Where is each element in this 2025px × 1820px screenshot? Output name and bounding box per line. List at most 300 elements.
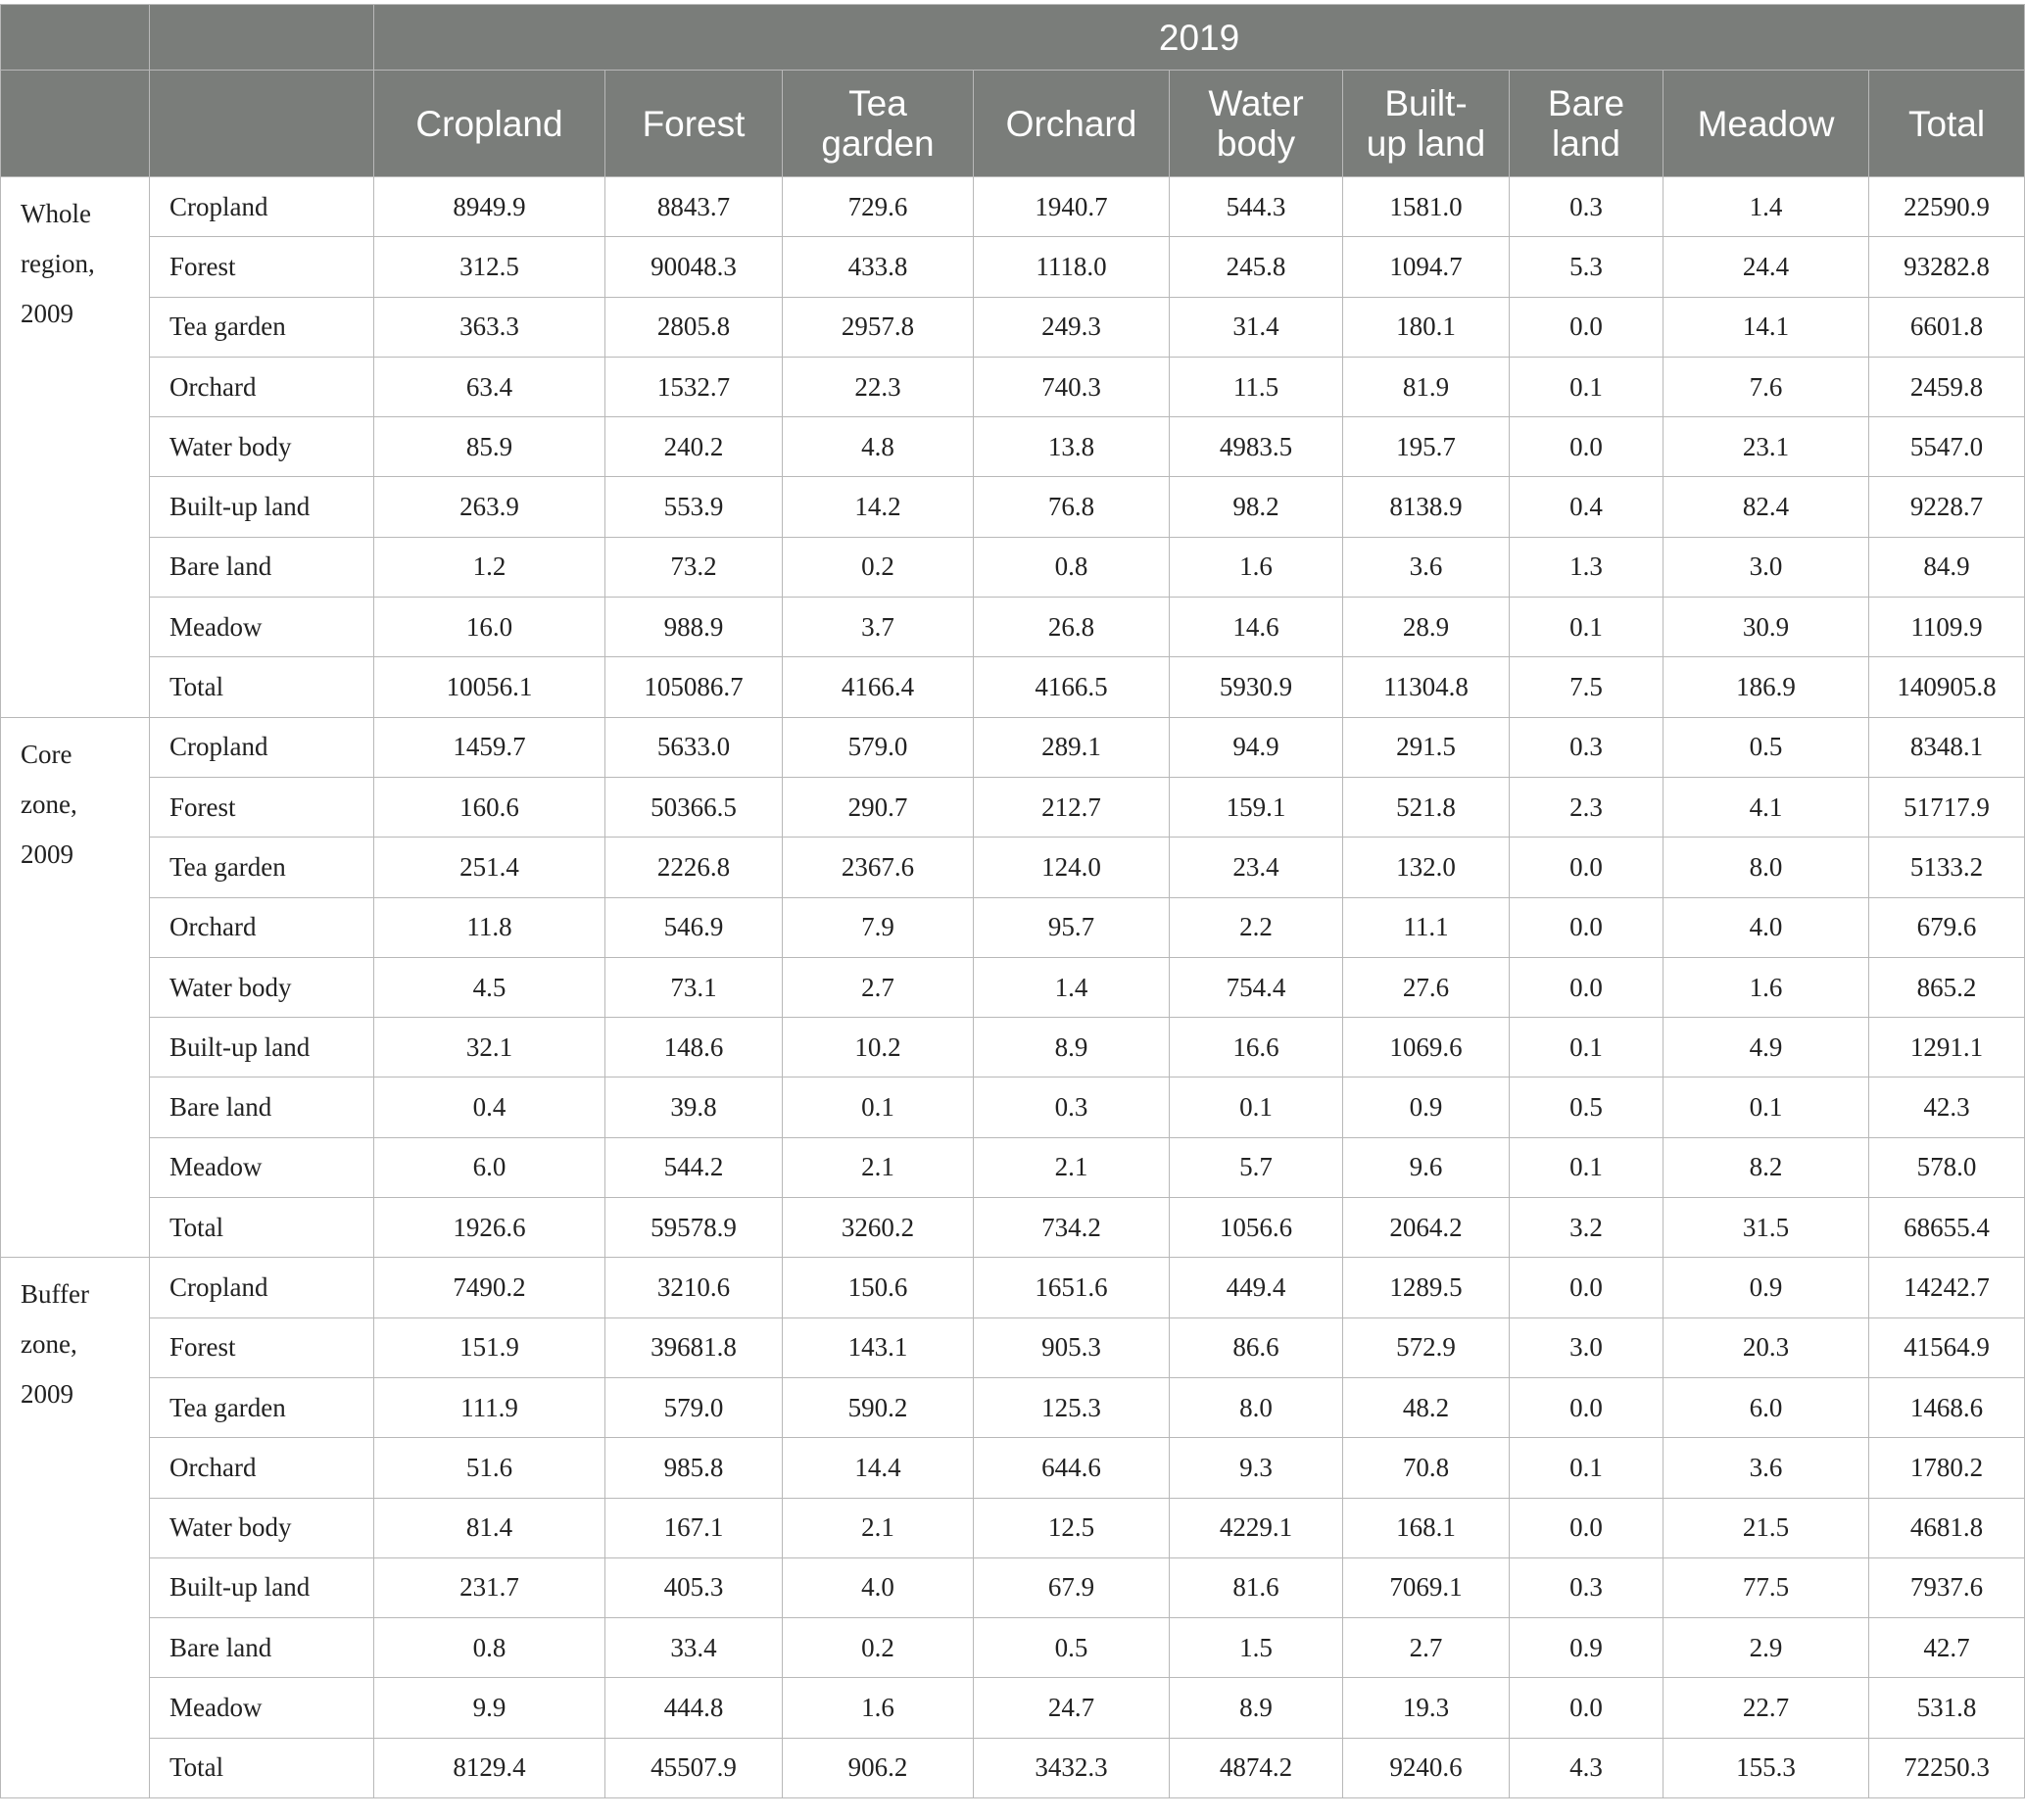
value-cell: 81.6 [1170, 1557, 1343, 1617]
value-cell: 11304.8 [1343, 657, 1510, 717]
row-label: Cropland [150, 717, 374, 777]
value-cell: 312.5 [374, 237, 605, 297]
value-cell: 5547.0 [1869, 417, 2025, 477]
value-cell: 0.1 [1663, 1078, 1869, 1137]
value-cell: 160.6 [374, 777, 605, 837]
value-cell: 2957.8 [783, 297, 974, 357]
value-cell: 544.3 [1170, 177, 1343, 237]
value-cell: 9228.7 [1869, 477, 2025, 537]
table-header [1, 5, 2025, 177]
value-cell: 2459.8 [1869, 357, 2025, 416]
value-cell: 7.5 [1510, 657, 1663, 717]
value-cell: 679.6 [1869, 897, 2025, 957]
value-cell: 3.7 [783, 598, 974, 657]
column-header-line: Water [1208, 83, 1304, 123]
value-cell: 81.4 [374, 1498, 605, 1557]
value-cell: 2.1 [783, 1498, 974, 1557]
table-row [1, 1198, 2025, 1258]
value-cell: 754.4 [1170, 957, 1343, 1017]
value-cell: 579.0 [783, 717, 974, 777]
value-cell: 72250.3 [1869, 1738, 2025, 1797]
value-cell: 105086.7 [605, 657, 783, 717]
value-cell: 7490.2 [374, 1258, 605, 1317]
value-cell: 240.2 [605, 417, 783, 477]
value-cell: 0.1 [783, 1078, 974, 1137]
row-label: Built-up land [150, 1018, 374, 1078]
value-cell: 5.7 [1170, 1137, 1343, 1197]
table-row [1, 1498, 2025, 1557]
value-cell: 0.3 [1510, 1557, 1663, 1617]
value-cell: 0.5 [1663, 717, 1869, 777]
value-cell: 51717.9 [1869, 777, 2025, 837]
group-label-cell [1, 177, 150, 718]
table-row [1, 1618, 2025, 1678]
table-row [1, 477, 2025, 537]
table-row [1, 357, 2025, 416]
value-cell: 0.5 [1510, 1078, 1663, 1137]
value-cell: 19.3 [1343, 1678, 1510, 1738]
value-cell: 14.4 [783, 1438, 974, 1498]
value-cell: 3.0 [1510, 1317, 1663, 1377]
value-cell: 0.3 [974, 1078, 1170, 1137]
value-cell: 94.9 [1170, 717, 1343, 777]
value-cell: 2064.2 [1343, 1198, 1510, 1258]
group-label-line: 2009 [21, 838, 73, 869]
value-cell: 578.0 [1869, 1137, 2025, 1197]
value-cell: 9.3 [1170, 1438, 1343, 1498]
value-cell: 68655.4 [1869, 1198, 2025, 1258]
value-cell: 11.1 [1343, 897, 1510, 957]
value-cell: 77.5 [1663, 1557, 1869, 1617]
table-row [1, 1738, 2025, 1797]
value-cell: 0.8 [974, 537, 1170, 597]
table-row [1, 657, 2025, 717]
value-cell: 140905.8 [1869, 657, 2025, 717]
column-header-line: Orchard [1005, 103, 1137, 144]
value-cell: 6.0 [374, 1137, 605, 1197]
value-cell: 28.9 [1343, 598, 1510, 657]
table-row [1, 1377, 2025, 1437]
header-corner-group-2 [1, 71, 150, 177]
row-label: Total [150, 1198, 374, 1258]
value-cell: 8129.4 [374, 1738, 605, 1797]
group-label-line: Whole [21, 199, 91, 228]
group-label-cell [1, 1258, 150, 1798]
value-cell: 76.8 [974, 477, 1170, 537]
header-year: 2019 [374, 5, 2025, 71]
value-cell: 4.3 [1510, 1738, 1663, 1797]
table-row [1, 598, 2025, 657]
value-cell: 26.8 [974, 598, 1170, 657]
column-header-line: Cropland [415, 103, 563, 144]
value-cell: 82.4 [1663, 477, 1869, 537]
column-header-line: Meadow [1697, 103, 1835, 144]
value-cell: 1069.6 [1343, 1018, 1510, 1078]
value-cell: 98.2 [1170, 477, 1343, 537]
value-cell: 59578.9 [605, 1198, 783, 1258]
group-label-line: zone, [21, 789, 77, 819]
column-header-line: Total [1907, 103, 1986, 144]
value-cell: 11.8 [374, 897, 605, 957]
value-cell: 544.2 [605, 1137, 783, 1197]
value-cell: 168.1 [1343, 1498, 1510, 1557]
value-cell: 39681.8 [605, 1317, 783, 1377]
value-cell: 8.9 [1170, 1678, 1343, 1738]
row-label: Tea garden [150, 1377, 374, 1437]
table-row [1, 1678, 2025, 1738]
value-cell: 2.1 [783, 1137, 974, 1197]
value-cell: 2367.6 [783, 838, 974, 897]
value-cell: 8138.9 [1343, 477, 1510, 537]
row-label: Bare land [150, 537, 374, 597]
value-cell: 734.2 [974, 1198, 1170, 1258]
value-cell: 433.8 [783, 237, 974, 297]
value-cell: 1109.9 [1869, 598, 2025, 657]
group-label-line: region, [21, 249, 95, 278]
row-label: Water body [150, 417, 374, 477]
group-label-cell [1, 717, 150, 1258]
value-cell: 8.0 [1663, 838, 1869, 897]
value-cell: 0.3 [1510, 177, 1663, 237]
row-label: Water body [150, 1498, 374, 1557]
value-cell: 245.8 [1170, 237, 1343, 297]
column-header-line: Built- [1384, 83, 1468, 123]
value-cell: 3210.6 [605, 1258, 783, 1317]
value-cell: 531.8 [1869, 1678, 2025, 1738]
value-cell: 3260.2 [783, 1198, 974, 1258]
value-cell: 2.3 [1510, 777, 1663, 837]
header-year-row [1, 5, 2025, 71]
value-cell: 444.8 [605, 1678, 783, 1738]
value-cell: 186.9 [1663, 657, 1869, 717]
value-cell: 988.9 [605, 598, 783, 657]
value-cell: 84.9 [1869, 537, 2025, 597]
value-cell: 14242.7 [1869, 1258, 2025, 1317]
value-cell: 0.0 [1510, 957, 1663, 1017]
value-cell: 0.4 [1510, 477, 1663, 537]
value-cell: 9.6 [1343, 1137, 1510, 1197]
header-columns-row [1, 71, 2025, 177]
value-cell: 1.6 [783, 1678, 974, 1738]
row-label: Cropland [150, 1258, 374, 1317]
value-cell: 0.0 [1510, 838, 1663, 897]
value-cell: 740.3 [974, 357, 1170, 416]
row-label: Orchard [150, 897, 374, 957]
value-cell: 290.7 [783, 777, 974, 837]
value-cell: 1289.5 [1343, 1258, 1510, 1317]
value-cell: 14.2 [783, 477, 974, 537]
column-header-line: land [1552, 123, 1620, 164]
column-header-line: garden [821, 123, 935, 164]
table-row [1, 897, 2025, 957]
row-label: Meadow [150, 1137, 374, 1197]
value-cell: 572.9 [1343, 1317, 1510, 1377]
value-cell: 6601.8 [1869, 297, 2025, 357]
value-cell: 5133.2 [1869, 838, 2025, 897]
value-cell: 4983.5 [1170, 417, 1343, 477]
row-label: Meadow [150, 598, 374, 657]
value-cell: 9.9 [374, 1678, 605, 1738]
value-cell: 14.6 [1170, 598, 1343, 657]
table-row [1, 537, 2025, 597]
value-cell: 0.0 [1510, 417, 1663, 477]
value-cell: 2805.8 [605, 297, 783, 357]
value-cell: 30.9 [1663, 598, 1869, 657]
value-cell: 20.3 [1663, 1317, 1869, 1377]
header-corner-row [150, 5, 374, 71]
value-cell: 905.3 [974, 1317, 1170, 1377]
value-cell: 2.1 [974, 1137, 1170, 1197]
value-cell: 2.7 [783, 957, 974, 1017]
value-cell: 263.9 [374, 477, 605, 537]
land-use-transition-table [0, 4, 2025, 1798]
value-cell: 1056.6 [1170, 1198, 1343, 1258]
value-cell: 1.3 [1510, 537, 1663, 597]
value-cell: 10056.1 [374, 657, 605, 717]
table-row [1, 1557, 2025, 1617]
value-cell: 10.2 [783, 1018, 974, 1078]
row-label: Forest [150, 237, 374, 297]
value-cell: 3.6 [1663, 1438, 1869, 1498]
table-row [1, 777, 2025, 837]
value-cell: 1.2 [374, 537, 605, 597]
header-corner-row-2 [150, 71, 374, 177]
value-cell: 553.9 [605, 477, 783, 537]
value-cell: 5930.9 [1170, 657, 1343, 717]
value-cell: 0.0 [1510, 1678, 1663, 1738]
column-header [605, 71, 783, 177]
value-cell: 148.6 [605, 1018, 783, 1078]
row-label: Orchard [150, 357, 374, 416]
value-cell: 0.1 [1510, 1438, 1663, 1498]
column-header-line: up land [1366, 123, 1486, 164]
row-label: Orchard [150, 1438, 374, 1498]
value-cell: 41564.9 [1869, 1317, 2025, 1377]
value-cell: 7.6 [1663, 357, 1869, 416]
value-cell: 3.6 [1343, 537, 1510, 597]
value-cell: 63.4 [374, 357, 605, 416]
value-cell: 70.8 [1343, 1438, 1510, 1498]
value-cell: 67.9 [974, 1557, 1170, 1617]
value-cell: 449.4 [1170, 1258, 1343, 1317]
value-cell: 8348.1 [1869, 717, 2025, 777]
value-cell: 0.0 [1510, 897, 1663, 957]
column-header [974, 71, 1170, 177]
value-cell: 0.2 [783, 537, 974, 597]
value-cell: 2.7 [1343, 1618, 1510, 1678]
group-label-line: Core [21, 739, 72, 769]
row-label: Forest [150, 1317, 374, 1377]
value-cell: 6.0 [1663, 1377, 1869, 1437]
row-label: Meadow [150, 1678, 374, 1738]
value-cell: 1291.1 [1869, 1018, 2025, 1078]
value-cell: 1532.7 [605, 357, 783, 416]
column-header [1869, 71, 2025, 177]
value-cell: 32.1 [374, 1018, 605, 1078]
column-header [1510, 71, 1663, 177]
value-cell: 95.7 [974, 897, 1170, 957]
row-label: Cropland [150, 177, 374, 237]
row-label: Built-up land [150, 477, 374, 537]
value-cell: 644.6 [974, 1438, 1170, 1498]
value-cell: 212.7 [974, 777, 1170, 837]
value-cell: 159.1 [1170, 777, 1343, 837]
value-cell: 1581.0 [1343, 177, 1510, 237]
value-cell: 24.7 [974, 1678, 1170, 1738]
value-cell: 251.4 [374, 838, 605, 897]
value-cell: 73.1 [605, 957, 783, 1017]
value-cell: 81.9 [1343, 357, 1510, 416]
group-label-line: zone, [21, 1329, 77, 1360]
value-cell: 0.0 [1510, 1258, 1663, 1317]
value-cell: 4.1 [1663, 777, 1869, 837]
group-label-line: Buffer [21, 1279, 89, 1310]
value-cell: 39.8 [605, 1078, 783, 1137]
value-cell: 22.3 [783, 357, 974, 416]
value-cell: 31.5 [1663, 1198, 1869, 1258]
value-cell: 195.7 [1343, 417, 1510, 477]
table-row [1, 1137, 2025, 1197]
value-cell: 21.5 [1663, 1498, 1869, 1557]
value-cell: 0.8 [374, 1618, 605, 1678]
value-cell: 151.9 [374, 1317, 605, 1377]
value-cell: 7069.1 [1343, 1557, 1510, 1617]
value-cell: 143.1 [783, 1317, 974, 1377]
value-cell: 27.6 [1343, 957, 1510, 1017]
value-cell: 291.5 [1343, 717, 1510, 777]
value-cell: 0.3 [1510, 717, 1663, 777]
value-cell: 0.0 [1510, 1377, 1663, 1437]
value-cell: 579.0 [605, 1377, 783, 1437]
table-row [1, 717, 2025, 777]
value-cell: 5633.0 [605, 717, 783, 777]
value-cell: 4874.2 [1170, 1738, 1343, 1797]
value-cell: 93282.8 [1869, 237, 2025, 297]
row-label: Tea garden [150, 297, 374, 357]
column-header [1170, 71, 1343, 177]
row-label: Bare land [150, 1078, 374, 1137]
value-cell: 906.2 [783, 1738, 974, 1797]
value-cell: 23.1 [1663, 417, 1869, 477]
value-cell: 8949.9 [374, 177, 605, 237]
value-cell: 3.2 [1510, 1198, 1663, 1258]
value-cell: 3.0 [1663, 537, 1869, 597]
value-cell: 7937.6 [1869, 1557, 2025, 1617]
value-cell: 8.2 [1663, 1137, 1869, 1197]
value-cell: 86.6 [1170, 1317, 1343, 1377]
value-cell: 0.9 [1663, 1258, 1869, 1317]
value-cell: 180.1 [1343, 297, 1510, 357]
value-cell: 1.4 [974, 957, 1170, 1017]
value-cell: 985.8 [605, 1438, 783, 1498]
value-cell: 9240.6 [1343, 1738, 1510, 1797]
value-cell: 16.6 [1170, 1018, 1343, 1078]
value-cell: 249.3 [974, 297, 1170, 357]
value-cell: 13.8 [974, 417, 1170, 477]
value-cell: 0.4 [374, 1078, 605, 1137]
group-label-line: 2009 [21, 299, 73, 328]
table-row [1, 177, 2025, 237]
column-header-line: body [1216, 123, 1296, 164]
column-header-line: Bare [1547, 83, 1625, 123]
column-header [374, 71, 605, 177]
column-header [783, 71, 974, 177]
value-cell: 8.0 [1170, 1377, 1343, 1437]
column-header-line: Forest [642, 103, 746, 144]
value-cell: 1.6 [1170, 537, 1343, 597]
table-row [1, 1258, 2025, 1317]
row-label: Built-up land [150, 1557, 374, 1617]
value-cell: 2.9 [1663, 1618, 1869, 1678]
table-row [1, 417, 2025, 477]
value-cell: 167.1 [605, 1498, 783, 1557]
row-label: Tea garden [150, 838, 374, 897]
value-cell: 7.9 [783, 897, 974, 957]
value-cell: 4.5 [374, 957, 605, 1017]
value-cell: 4.9 [1663, 1018, 1869, 1078]
value-cell: 865.2 [1869, 957, 2025, 1017]
value-cell: 289.1 [974, 717, 1170, 777]
value-cell: 1094.7 [1343, 237, 1510, 297]
value-cell: 405.3 [605, 1557, 783, 1617]
table-row [1, 957, 2025, 1017]
value-cell: 73.2 [605, 537, 783, 597]
value-cell: 48.2 [1343, 1377, 1510, 1437]
value-cell: 8.9 [974, 1018, 1170, 1078]
table-row [1, 237, 2025, 297]
value-cell: 1.5 [1170, 1618, 1343, 1678]
value-cell: 0.1 [1510, 357, 1663, 416]
value-cell: 4.0 [1663, 897, 1869, 957]
value-cell: 0.9 [1510, 1618, 1663, 1678]
value-cell: 22.7 [1663, 1678, 1869, 1738]
column-header-line: Tea [848, 83, 907, 123]
value-cell: 1.6 [1663, 957, 1869, 1017]
value-cell: 5.3 [1510, 237, 1663, 297]
value-cell: 4229.1 [1170, 1498, 1343, 1557]
value-cell: 31.4 [1170, 297, 1343, 357]
value-cell: 4.8 [783, 417, 974, 477]
row-label: Forest [150, 777, 374, 837]
value-cell: 16.0 [374, 598, 605, 657]
value-cell: 33.4 [605, 1618, 783, 1678]
row-label: Water body [150, 957, 374, 1017]
value-cell: 0.9 [1343, 1078, 1510, 1137]
row-label: Total [150, 657, 374, 717]
value-cell: 4681.8 [1869, 1498, 2025, 1557]
value-cell: 0.1 [1170, 1078, 1343, 1137]
value-cell: 1926.6 [374, 1198, 605, 1258]
value-cell: 3432.3 [974, 1738, 1170, 1797]
value-cell: 22590.9 [1869, 177, 2025, 237]
header-corner-group [1, 5, 150, 71]
value-cell: 521.8 [1343, 777, 1510, 837]
value-cell: 2.2 [1170, 897, 1343, 957]
row-label: Bare land [150, 1618, 374, 1678]
value-cell: 231.7 [374, 1557, 605, 1617]
value-cell: 4166.5 [974, 657, 1170, 717]
value-cell: 45507.9 [605, 1738, 783, 1797]
value-cell: 0.0 [1510, 297, 1663, 357]
value-cell: 1651.6 [974, 1258, 1170, 1317]
value-cell: 85.9 [374, 417, 605, 477]
value-cell: 0.1 [1510, 1018, 1663, 1078]
value-cell: 546.9 [605, 897, 783, 957]
value-cell: 24.4 [1663, 237, 1869, 297]
value-cell: 590.2 [783, 1377, 974, 1437]
row-label: Total [150, 1738, 374, 1797]
value-cell: 42.7 [1869, 1618, 2025, 1678]
